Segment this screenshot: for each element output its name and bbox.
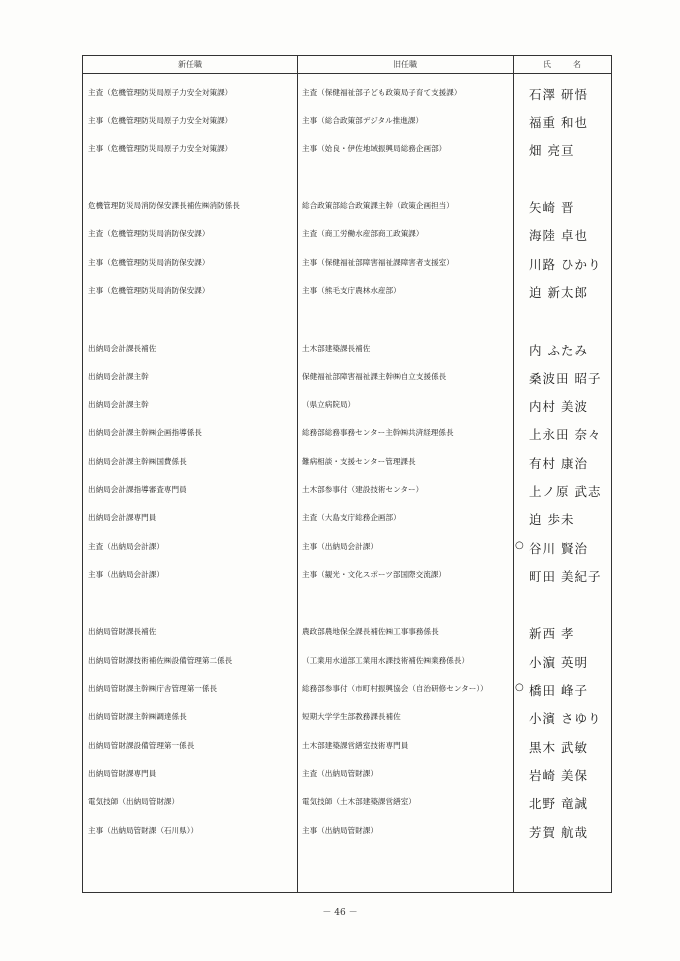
old-post-cell: 農政部農地保全課長補佐㈱工事事務係長: [302, 627, 439, 636]
person-name: 芳賀 航哉: [529, 825, 588, 840]
person-name: 迫 新太郎: [529, 285, 588, 300]
person-name: 北野 竜誠: [529, 796, 588, 811]
old-post-cell: 主査（出納局管財課）: [302, 769, 378, 778]
new-post-cell: 主事（出納局管財課（石川県））: [88, 826, 199, 835]
table-row: [83, 400, 611, 418]
person-name: 内 ふたみ: [529, 343, 588, 358]
old-post-cell: 主査（保健福祉部子ども政策局子育て支援課）: [302, 88, 462, 97]
person-name: 黒木 武敏: [529, 740, 588, 755]
old-post-cell: 主査（大島支庁総務企画部）: [302, 513, 401, 522]
person-name: 新西 孝: [529, 626, 575, 641]
table-row: [83, 712, 611, 730]
person-name: 小濱 さゆり: [529, 711, 602, 726]
table-row: [83, 570, 611, 588]
old-post-cell: 保健福祉部障害福祉課主幹㈱自立支援係長: [302, 372, 447, 381]
table-row: [83, 229, 611, 247]
new-post-cell: 主査（危機管理防災局原子力安全対策課）: [88, 88, 233, 97]
table-row: [83, 797, 611, 815]
table-row: [83, 684, 611, 702]
table-row: [83, 372, 611, 390]
person-name: 岩崎 美保: [529, 768, 588, 783]
person-name: 畑 亮亘: [529, 143, 575, 158]
page-number: － 46 －: [322, 908, 358, 918]
old-post-cell: 総合政策部総合政策課主幹（政策企画担当）: [302, 201, 454, 210]
header-old-post: 旧任職: [393, 60, 417, 69]
old-post-cell: 土木部参事付（建設技術センター）: [302, 485, 424, 494]
new-post-cell: 主事（危機管理防災局原子力安全対策課）: [88, 116, 233, 125]
table-row: [83, 513, 611, 531]
table-row: [83, 258, 611, 276]
old-post-cell: 主事（総合政策部デジタル推進課）: [302, 116, 424, 125]
old-post-cell: 電気技師（土木部建築課営繕室）: [302, 797, 416, 806]
new-post-cell: 主事（危機管理防災局消防保安課）: [88, 258, 210, 267]
person-name: 石澤 研悟: [529, 87, 588, 102]
new-post-cell: 電気技師（出納局管財課）: [88, 797, 180, 806]
table-row: [83, 286, 611, 304]
person-name: 迫 歩未: [529, 512, 575, 527]
old-post-cell: 主査（商工労働水産部商工政策課）: [302, 229, 424, 238]
new-post-cell: 主査（危機管理防災局消防保安課）: [88, 229, 210, 238]
person-name: 川路 ひかり: [529, 257, 602, 272]
person-name: 小濵 英明: [529, 655, 588, 670]
person-name: 上永田 奈々: [529, 427, 602, 442]
new-post-cell: 主事（出納局会計課）: [88, 570, 164, 579]
personnel-table: [82, 55, 612, 893]
table-header: [83, 56, 611, 74]
old-post-cell: 主事（熊毛支庁農林水産部）: [302, 286, 401, 295]
person-name: 谷川 賢治: [529, 541, 588, 556]
old-post-cell: 土木部建築課営繕室技術専門員: [302, 741, 409, 750]
table-row: [83, 656, 611, 674]
header-new-post: 新任職: [178, 60, 202, 69]
old-post-cell: 土木部建築課長補佐: [302, 344, 371, 353]
new-post-cell: 出納局管財課長補佐: [88, 627, 157, 636]
table-row: [83, 769, 611, 787]
new-post-cell: 出納局管財課技術補佐㈱設備管理第二係長: [88, 656, 233, 665]
table-row: [83, 201, 611, 219]
table-row: [83, 428, 611, 446]
old-post-cell: 主事（観光・文化スポーツ部国際交流課）: [302, 570, 446, 579]
table-row: [83, 457, 611, 475]
new-post-cell: 出納局会計課専門員: [88, 513, 157, 522]
new-post-cell: 出納局管財課設備管理第一係長: [88, 741, 195, 750]
old-post-cell: 短期大学学生部教務課長補佐: [302, 712, 401, 721]
header-name: 氏名: [543, 60, 603, 69]
person-name: 桑波田 昭子: [529, 371, 602, 386]
new-post-cell: 出納局会計課主幹㈱企画指導係長: [88, 428, 202, 437]
remark-mark: ○: [515, 682, 524, 693]
person-name: 矢崎 晋: [529, 200, 575, 215]
new-post-cell: 出納局管財課主幹㈱庁舎管理第一係長: [88, 684, 218, 693]
new-post-cell: 主事（危機管理防災局消防保安課）: [88, 286, 210, 295]
table-row: [83, 542, 611, 560]
new-post-cell: 出納局会計課主幹: [88, 400, 149, 409]
table-row: [83, 826, 611, 844]
person-name: 有村 康治: [529, 456, 588, 471]
table-row: [83, 344, 611, 362]
old-post-cell: 主事（姶良・伊佐地域振興局総務企画部）: [302, 144, 447, 153]
old-post-cell: 難病相談・支援センター管理課長: [302, 457, 416, 466]
person-name: 町田 美紀子: [529, 569, 602, 584]
new-post-cell: 出納局会計課長補佐: [88, 344, 157, 353]
new-post-cell: 出納局会計課主幹: [88, 372, 149, 381]
table-row: [83, 627, 611, 645]
new-post-cell: 出納局管財課専門員: [88, 769, 157, 778]
table-row: [83, 144, 611, 162]
old-post-cell: （工業用水道部工業用水課技術補佐㈱業務係長）: [302, 656, 470, 665]
new-post-cell: 主事（危機管理防災局原子力安全対策課）: [88, 144, 233, 153]
new-post-cell: 出納局管財課主幹㈱調達係長: [88, 712, 187, 721]
person-name: 上ノ原 武志: [529, 484, 602, 499]
old-post-cell: 主事（保健福祉部障害福祉課障害者支援室）: [302, 258, 454, 267]
person-name: 福重 和也: [529, 115, 588, 130]
person-name: 海陸 卓也: [529, 228, 588, 243]
person-name: 橋田 峰子: [529, 683, 588, 698]
old-post-cell: 主事（出納局管財課）: [302, 826, 378, 835]
new-post-cell: 出納局会計課主幹㈱国費係長: [88, 457, 187, 466]
table-row: [83, 116, 611, 134]
new-post-cell: 危機管理防災局消防保安課長補佐㈱消防係長: [88, 201, 240, 210]
table-row: [83, 485, 611, 503]
new-post-cell: 出納局会計課指導審査専門員: [88, 485, 187, 494]
old-post-cell: 主事（出納局会計課）: [302, 542, 378, 551]
old-post-cell: 総務部参事付（市町村振興協会（自治研修センター））: [302, 684, 488, 693]
remark-mark: ○: [515, 540, 524, 551]
old-post-cell: 総務部総務事務センター主幹㈱共済経理係長: [302, 428, 454, 437]
new-post-cell: 主査（出納局会計課）: [88, 542, 164, 551]
person-name: 内村 美波: [529, 399, 588, 414]
table-row: [83, 88, 611, 106]
table-row: [83, 741, 611, 759]
old-post-cell: （県立病院局）: [302, 400, 356, 409]
